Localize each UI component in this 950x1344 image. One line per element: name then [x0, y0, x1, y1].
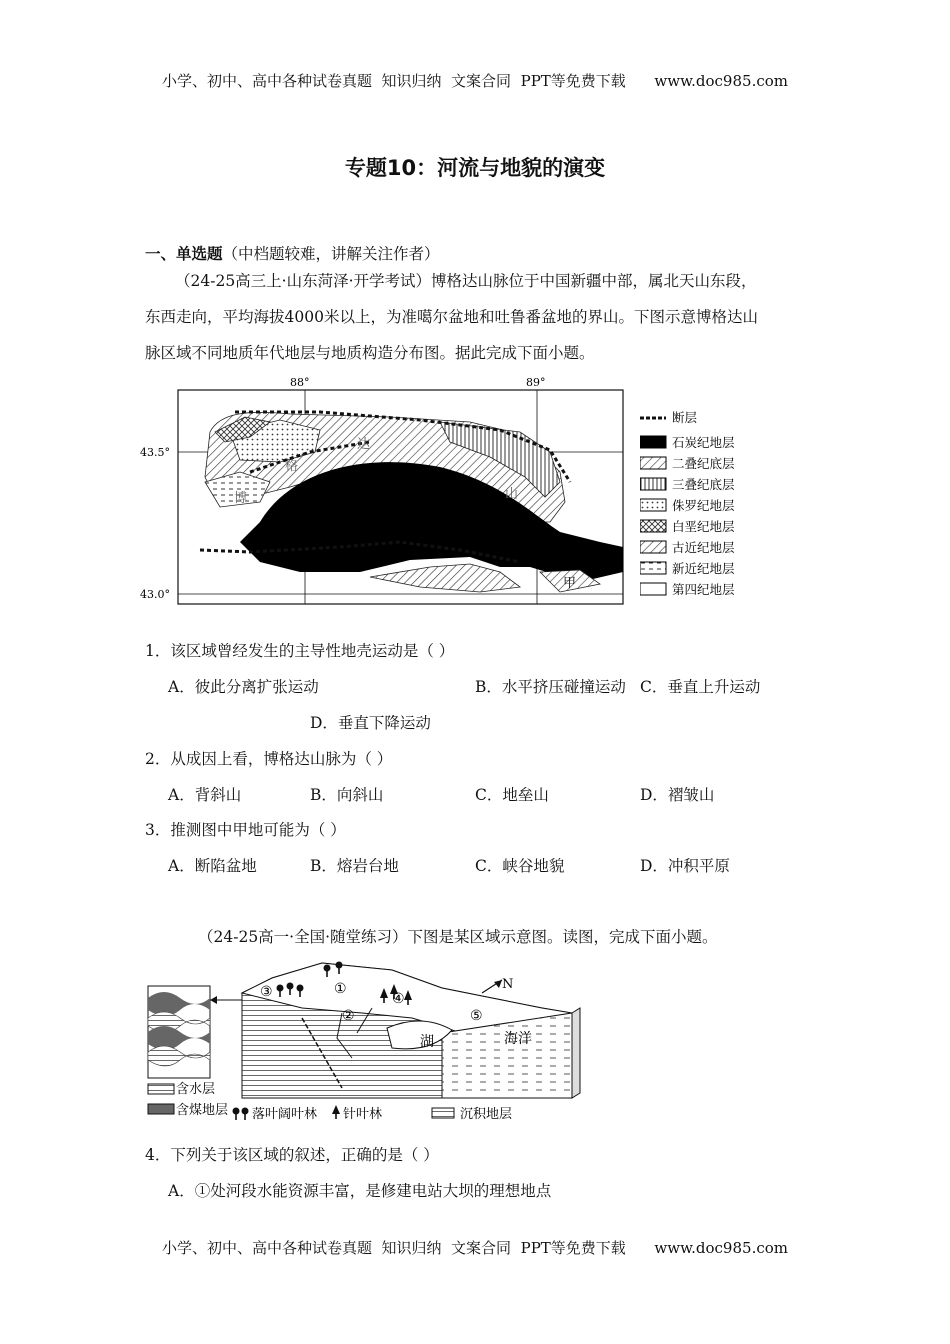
label-ocean: 海洋 — [504, 1031, 532, 1047]
page-footer: 小学、初中、高中各种试卷真题 知识归纳 文案合同 PPT等免费下载 www.doc985.com — [161, 1239, 788, 1257]
question-4-option-a[interactable]: A．①处河段水能资源丰富，是修建电站大坝的理想地点 — [168, 1182, 552, 1200]
passage-1-line-2: 东西走向，平均海拔4000米以上，为准噶尔盆地和吐鲁番盆地的界山。下图示意博格达山 — [145, 308, 758, 326]
legend-water-swatch — [148, 1084, 174, 1094]
legend-forest2-symbol — [332, 1105, 340, 1119]
label-n2: ② — [342, 1008, 355, 1024]
legend-label-0: 断层 — [672, 410, 698, 425]
legend-forest2-label: 针叶林 — [343, 1107, 383, 1122]
legend-forest1-label: 落叶阔叶林 — [252, 1107, 318, 1122]
legend-permian-swatch — [640, 457, 666, 469]
legend-label-6: 古近纪地层 — [672, 540, 735, 555]
passage-1 — [145, 263, 810, 371]
question-1-option-d[interactable]: D．垂直下降运动 — [310, 714, 431, 732]
question-2-stem: 2．从成因上看，博格达山脉为（ ） — [145, 750, 393, 768]
block-side — [572, 1008, 580, 1098]
page-header: 小学、初中、高中各种试卷真题 知识归纳 文案合同 PPT等免费下载 www.doc985.com — [161, 72, 788, 90]
lat-43-0-label: 43.0° — [140, 588, 170, 601]
label-lake: 湖 — [420, 1034, 434, 1050]
map-char-ge: 格 — [285, 459, 299, 474]
legend-water-label: 含水层 — [176, 1082, 216, 1097]
question-3-option-d[interactable]: D．冲积平原 — [640, 857, 730, 875]
block-diagram — [142, 958, 582, 1128]
legend-label-1: 石炭纪地层 — [672, 435, 735, 450]
question-3-option-b[interactable]: B．熔岩台地 — [310, 857, 399, 875]
question-2-option-b[interactable]: B．向斜山 — [310, 786, 384, 804]
question-1-option-c[interactable]: C．垂直上升运动 — [640, 678, 761, 696]
page-title: 专题10：河流与地貌的演变 — [344, 156, 606, 180]
map-char-shan: 山 — [505, 487, 519, 502]
lon-89-label: 89° — [526, 376, 546, 389]
inset-arrowhead — [210, 996, 217, 1004]
legend-label-2: 二叠纪底层 — [672, 456, 735, 471]
question-3-option-c[interactable]: C．峡谷地貌 — [475, 857, 565, 875]
section-heading — [145, 242, 440, 264]
geologic-legend — [640, 410, 780, 604]
legend-coal-swatch — [148, 1104, 174, 1114]
legend-carboniferous-swatch — [640, 436, 666, 448]
legend-label-5: 白垩纪地层 — [672, 519, 735, 534]
legend-coal-label: 含煤地层 — [176, 1103, 229, 1118]
question-1-option-b[interactable]: B．水平挤压碰撞运动 — [475, 678, 626, 696]
passage-1-line-1: （24-25高三上·山东菏泽·开学考试）博格达山脉位于中国新疆中部，属北天山东段， — [175, 272, 757, 290]
label-north: N — [502, 977, 514, 992]
legend-forest1-symbol — [233, 1108, 249, 1121]
legend-swatches — [640, 410, 780, 600]
legend-jurassic-swatch — [640, 499, 666, 511]
question-2-option-c[interactable]: C．地垒山 — [475, 786, 549, 804]
legend-label-4: 侏罗纪地层 — [672, 498, 735, 513]
section-label: 一、单选题 — [145, 245, 223, 263]
passage-2: （24-25高一·全国·随堂练习）下图是某区域示意图。读图，完成下面小题。 — [198, 928, 718, 946]
question-1-option-a[interactable]: A．彼此分离扩张运动 — [168, 678, 319, 696]
section-note: （中档题较难，讲解关注作者） — [222, 245, 440, 263]
legend-cretaceous-swatch — [640, 520, 666, 532]
question-4-stem: 4．下列关于该区域的叙述，正确的是（ ） — [145, 1146, 439, 1164]
map-char-da: 达 — [357, 437, 371, 452]
question-2-option-d[interactable]: D．褶皱山 — [640, 786, 715, 804]
map-char-jia: 甲 — [563, 576, 577, 591]
label-n4: ④ — [392, 991, 405, 1007]
legend-sed-label: 沉积地层 — [460, 1107, 513, 1122]
question-1-stem: 1．该区域曾经发生的主导性地壳运动是（ ） — [145, 642, 455, 660]
map-char-bo: 博 — [234, 491, 248, 506]
legend-label-7: 新近纪地层 — [672, 561, 735, 576]
label-n3: ③ — [260, 984, 273, 1000]
legend-label-3: 三叠纪底层 — [672, 477, 735, 492]
question-3-stem: 3．推测图中甲地可能为（ ） — [145, 821, 346, 839]
question-3-option-a[interactable]: A．断陷盆地 — [168, 857, 257, 875]
legend-quaternary-swatch — [640, 583, 666, 595]
legend-label-8: 第四纪地层 — [672, 582, 735, 597]
label-n1: ① — [334, 981, 347, 997]
label-n5: ⑤ — [470, 1008, 483, 1024]
legend-sed-swatch — [432, 1108, 454, 1118]
passage-1-line-3: 脉区域不同地质年代地层与地质构造分布图。据此完成下面小题。 — [145, 344, 595, 362]
block-diagram-legend — [230, 1104, 550, 1124]
legend-paleogene-swatch — [640, 541, 666, 553]
legend-triassic-swatch — [640, 478, 666, 490]
lat-43-5-label: 43.5° — [140, 446, 170, 459]
question-2-option-a[interactable]: A．背斜山 — [168, 786, 242, 804]
legend-neogene-swatch — [640, 562, 666, 574]
lon-88-label: 88° — [290, 376, 310, 389]
